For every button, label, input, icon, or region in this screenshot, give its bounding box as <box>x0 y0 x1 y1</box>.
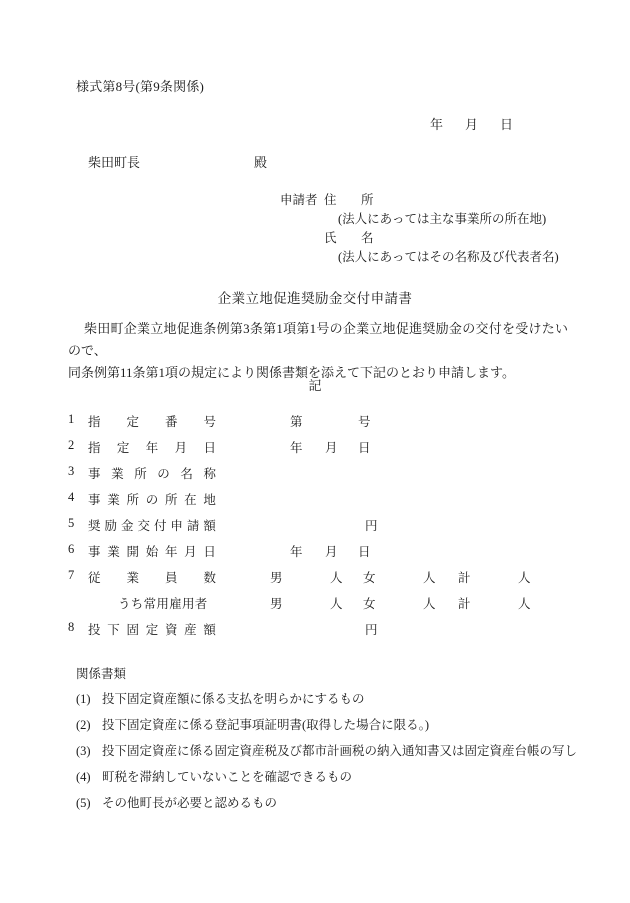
item-label-char: 金 <box>120 519 134 533</box>
item-value-marker: 人 <box>330 571 343 585</box>
item-value-marker: 人 <box>518 571 531 585</box>
item-label-char: 申 <box>170 519 183 533</box>
item-label-char: 所 <box>126 493 139 507</box>
item-label-char: 固 <box>126 623 139 637</box>
attachments-title: 関係書類 <box>76 667 127 681</box>
item-value-marker: 月 <box>325 545 338 559</box>
item-label-char: 定 <box>126 415 139 429</box>
item-value-marker: 人 <box>423 571 436 585</box>
attachment-item <box>76 792 596 814</box>
form-code: 様式第8号(第9条関係) <box>76 79 205 94</box>
item-label-char: 事 <box>88 467 101 481</box>
item-label-char: 号 <box>203 415 216 429</box>
item-label-char: 業 <box>107 545 120 559</box>
applicant-address-label: 住 所 <box>324 193 380 207</box>
item-label-char: 業 <box>111 467 124 481</box>
item-value-marker: 計 <box>458 597 471 611</box>
item-row <box>68 542 588 568</box>
item-label-char: 励 <box>104 519 117 533</box>
item-row <box>68 438 588 464</box>
item-value-marker: 第 <box>290 415 303 429</box>
attachment-item <box>76 688 596 710</box>
item-value-marker: 年 <box>290 441 303 455</box>
addressee-line <box>88 152 267 171</box>
item-value-marker: 年 <box>290 545 303 559</box>
header-date-year: 年 <box>430 117 444 132</box>
attachment-marker: (2) <box>76 718 91 732</box>
item-value-marker: 日 <box>358 545 371 559</box>
item-value-marker: 人 <box>423 597 436 611</box>
attachment-marker: (3) <box>76 744 91 758</box>
item-value-marker: 人 <box>330 597 343 611</box>
applicant-name-note: (法人にあってはその名称及び代表者名) <box>338 250 559 264</box>
item-label-char: 業 <box>126 571 139 585</box>
body-line-1: 柴田町企業立地促進条例第3条第1項第1号の企業立地促進奨励金の交付を受けたいので、 <box>68 321 568 358</box>
item-label-char: 従 <box>88 571 101 585</box>
item-label-char: 額 <box>203 519 216 533</box>
item-label <box>88 620 216 638</box>
item-value-marker: 男 <box>270 597 283 611</box>
item-label-char: 業 <box>107 493 120 507</box>
item-label-char: 開 <box>126 545 139 559</box>
item-row <box>68 594 588 620</box>
item-value-marker: 女 <box>363 597 376 611</box>
addressee-name: 柴田町長 <box>88 155 141 170</box>
item-row <box>68 464 588 490</box>
item-row <box>68 516 588 542</box>
item-row <box>68 620 588 646</box>
item-label-char: 月 <box>184 545 197 559</box>
item-label <box>88 412 216 430</box>
item-label <box>88 464 216 482</box>
item-label-char: 始 <box>145 545 159 559</box>
item-label-char: 名 <box>180 467 193 481</box>
item-label-char: 称 <box>203 467 216 481</box>
item-number: 1 <box>68 412 75 426</box>
item-label <box>88 516 216 534</box>
applicant-address-row <box>280 191 559 210</box>
item-value-marker: 日 <box>358 441 371 455</box>
item-number: 7 <box>68 568 75 582</box>
header-date-day: 日 <box>500 117 514 132</box>
item-label-char: 指 <box>88 415 101 429</box>
item-label-char: 請 <box>186 519 200 533</box>
item-label <box>88 542 216 560</box>
attachment-text: 町税を滞納していないことを確認できるもの <box>102 770 353 784</box>
attachments-list <box>76 688 596 814</box>
item-number: 5 <box>68 516 75 530</box>
attachment-item <box>76 714 596 736</box>
item-label-char: 番 <box>164 415 178 429</box>
item-number: 8 <box>68 620 75 634</box>
item-value-marker: 円 <box>365 519 378 533</box>
attachment-item <box>76 766 596 788</box>
item-label-char: 指 <box>88 441 101 455</box>
item-number: 4 <box>68 490 75 504</box>
item-sub-label: うち常用雇用者 <box>118 597 208 611</box>
item-value-marker: 号 <box>358 415 371 429</box>
item-value-marker: 円 <box>365 623 378 637</box>
item-value-marker: 計 <box>458 571 471 585</box>
item-label-char: 数 <box>203 571 216 585</box>
item-label-char: の <box>157 467 170 481</box>
item-value-marker: 月 <box>325 441 338 455</box>
item-label-char: 額 <box>203 623 216 637</box>
item-label-char: 交 <box>137 519 150 533</box>
item-label-char: 付 <box>153 519 167 533</box>
item-label-char: 日 <box>203 545 216 559</box>
item-row <box>68 412 588 438</box>
attachment-marker: (5) <box>76 796 91 810</box>
attachment-marker: (4) <box>76 770 91 784</box>
attachment-marker: (1) <box>76 692 91 706</box>
item-label-char: 投 <box>88 623 101 637</box>
addressee-honorific: 殿 <box>254 155 268 170</box>
attachment-text: 投下固定資産に係る固定資産税及び都市計画税の納入通知書又は固定資産台帳の <box>102 744 553 758</box>
applicant-name-label: 氏 名 <box>324 231 380 245</box>
item-label-char: 員 <box>164 571 178 585</box>
applicant-block <box>280 191 559 267</box>
item-label-char: 定 <box>116 441 130 455</box>
item-label-char: 奨 <box>88 519 101 533</box>
attachment-text: 投下固定資産に係る登記事項証明書(取得した場合に限る。) <box>102 718 430 732</box>
attachment-text: 投下固定資産額に係る支払を明らかにするもの <box>102 692 365 706</box>
item-label-char: 年 <box>145 441 159 455</box>
item-label-char: 日 <box>203 441 216 455</box>
item-number: 3 <box>68 464 75 478</box>
item-label <box>88 568 216 586</box>
item-label-char: 所 <box>134 467 147 481</box>
item-label-char: 事 <box>88 545 101 559</box>
item-label-char: 年 <box>164 545 178 559</box>
item-label <box>88 438 216 456</box>
item-row <box>68 490 588 516</box>
item-value-marker: 人 <box>518 597 531 611</box>
item-label-char: 資 <box>164 623 178 637</box>
applicant-name-row <box>280 229 559 248</box>
applicant-address-note: (法人にあっては主な事業所の所在地) <box>338 212 547 226</box>
item-number: 6 <box>68 542 75 556</box>
item-number: 2 <box>68 438 75 452</box>
item-label-char: 下 <box>107 623 120 637</box>
item-list <box>68 412 588 646</box>
item-value-marker: 女 <box>363 571 376 585</box>
body-line-2: 同条例第11条第1項の規定により関係書類を添えて下記のとおり申請します。 <box>68 365 515 380</box>
applicant-label: 申請者 <box>280 193 318 207</box>
item-label-char: 所 <box>164 493 178 507</box>
attachment-text-continued: 写し <box>552 744 578 758</box>
header-date-line <box>430 114 513 133</box>
item-label-char: の <box>145 493 159 507</box>
item-label-char: 産 <box>184 623 197 637</box>
page-title: 企業立地促進奨励金交付申請書 <box>217 291 413 306</box>
header-date-month: 月 <box>465 117 479 132</box>
item-label-char: 地 <box>203 493 216 507</box>
item-label-char: 事 <box>88 493 101 507</box>
attachments-section <box>76 664 596 818</box>
item-label-char: 月 <box>174 441 188 455</box>
attachment-item <box>76 740 596 762</box>
item-label-char: 在 <box>184 493 197 507</box>
item-row <box>68 568 588 594</box>
item-label-char: 定 <box>145 623 159 637</box>
ki-marker: 記 <box>308 378 322 393</box>
item-label <box>88 490 216 508</box>
attachment-text: その他町長が必要と認めるもの <box>102 796 278 810</box>
item-value-marker: 男 <box>270 571 283 585</box>
